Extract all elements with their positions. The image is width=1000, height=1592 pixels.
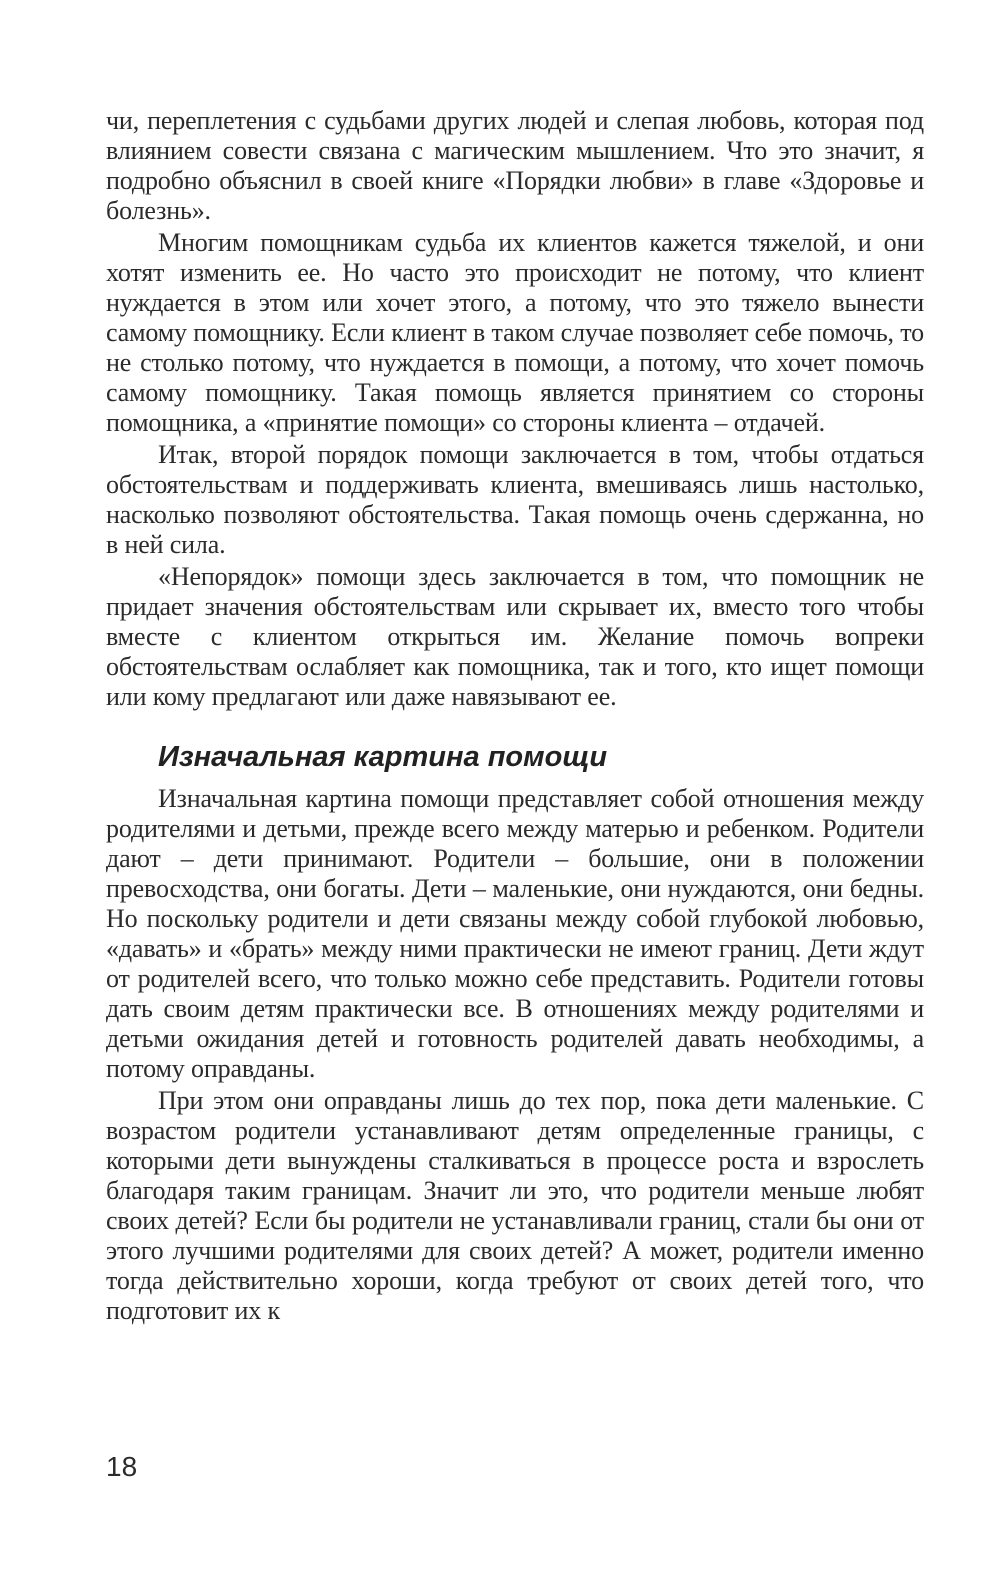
paragraph-original-picture: Изначальная картина помощи представляет собой отношения между родителями и детьми, прежде всего между матерью и ребенком. Родители дают – дети принимают. Родители – большие, они в положении превосходства, они богаты. Дети – маленькие, они нуждаются, они бедны. Но поскольку родители и дети связаны между собой глубокой любовью, «давать» и «брать» между ними практически не имеют границ. Дети ждут от родителей всего, что только можно себе представить. Родители готовы дать своим детям практически все. В отношениях между родителями и детьми ожидания детей и готовность родителей давать необходимы, а потому оправданы. [106, 784, 924, 1083]
paragraph-boundaries: При этом они оправданы лишь до тех пор, пока дети маленькие. С возрастом родители устанавливают детям определенные границы, с которыми дети вынуждены сталкиваться в процессе роста и взрослеть благодаря таким границам. Значит ли это, что родители меньше любят своих детей? Если бы родители не устанавливали границ, стали бы они от этого лучшими родителями для своих детей? А может, родители именно тогда действительно хороши, когда требуют от своих детей того, что подготовит их к [106, 1086, 924, 1325]
paragraph-helpers-fate: Многим помощникам судьба их клиентов кажется тяжелой, и они хотят изменить ее. Но часто это происходит не потому, что клиент нуждается в этом или хочет этого, а потому, что это тяжело вынести самому помощнику. Если клиент в таком случае позволяет себе помочь, то не столько потому, что нуждается в помощи, а потому, что хочет помочь самому помощнику. Такая помощь является принятием со стороны помощника, а «принятие помощи» со стороны клиента – отдачей. [106, 228, 924, 437]
page-number: 18 [106, 1451, 138, 1482]
paragraph-disorder: «Непорядок» помощи здесь заключается в том, что помощник не придает значения обстоятельствам или скрывает их, вместо того чтобы вместе с клиентом открыться им. Желание помочь вопреки обстоятельствам ослабляет как помощника, так и того, кто ищет помощи или кому предлагают или даже навязывают ее. [106, 562, 924, 711]
paragraph-second-order: Итак, второй порядок помощи заключается в том, чтобы отдаться обстоятельствам и поддерживать клиента, вмешиваясь лишь настолько, насколько позволяют обстоятельства. Такая помощь очень сдержанна, но в ней сила. [106, 440, 924, 559]
section-heading: Изначальная картина помощи [158, 741, 608, 773]
paragraph-continuation: чи, переплетения с судьбами других людей и слепая любовь, которая под влиянием совести связана с магическим мышлением. Что это значит, я подробно объяснил в своей книге «Порядки любви» в главе «Здоровье и болезнь». [106, 106, 924, 225]
book-page [106, 106, 924, 1328]
